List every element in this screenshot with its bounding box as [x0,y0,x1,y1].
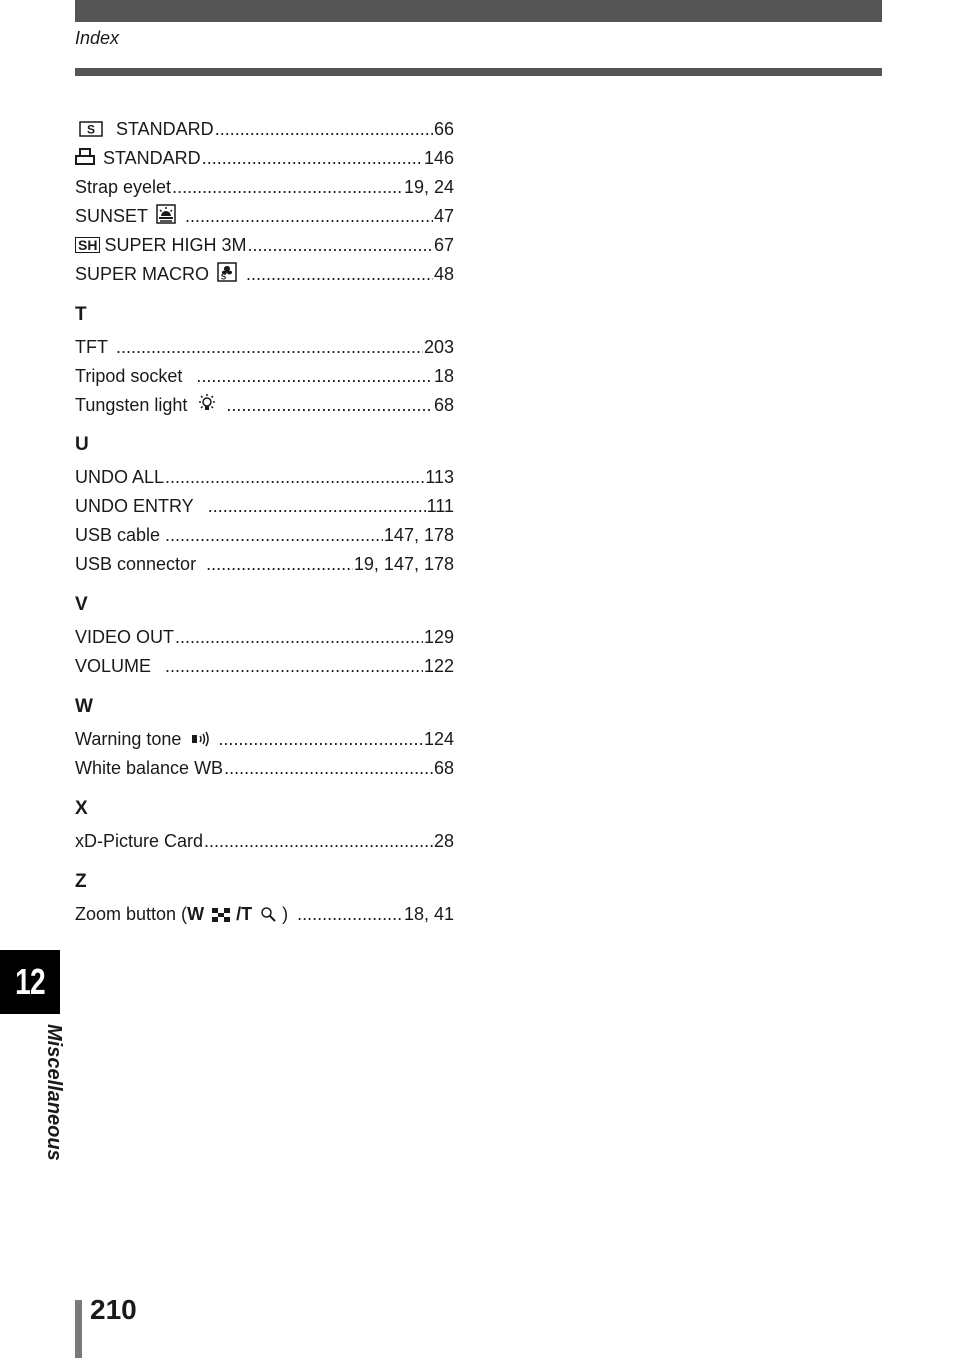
chapter-tab [0,950,60,1014]
index-entry [75,827,454,851]
index-entry [75,463,454,487]
section-label: Miscellaneous [43,1024,65,1161]
leader-dots [165,525,383,545]
index-entry [75,725,454,749]
index-entry [75,333,454,357]
page-reference: 48 [433,264,454,284]
section-letter: T [75,304,87,325]
leader-dots [215,119,433,139]
page-reference: 28 [433,831,454,851]
tele-label: /T [236,904,253,924]
header-top-bar [75,0,882,22]
index-term: SUPER HIGH 3M [104,235,247,255]
index-term: USB connector [75,554,197,574]
index-term: Tripod socket [75,366,183,386]
leader-dots [224,758,433,778]
tungsten-bulb-icon [197,393,217,413]
header-bottom-bar [75,68,882,76]
svg-text:S: S [86,122,96,137]
index-term: Warning tone [75,729,182,749]
svg-text:S: S [220,272,227,282]
page-reference: 18, 41 [403,904,454,924]
section-letter: X [75,798,88,819]
print-icon [75,148,95,166]
leader-dots [226,395,433,415]
index-term: VIDEO OUT [75,627,175,647]
page-reference: 129 [423,627,454,647]
leader-dots [175,627,423,647]
index-entry [75,391,454,415]
page-reference: 203 [423,337,454,357]
zoom-close-paren: ) [282,904,289,924]
leader-dots [165,467,424,487]
page-reference: 113 [425,467,454,487]
index-entry [75,115,454,139]
leader-dots [297,904,403,924]
section-letter: V [75,594,88,615]
page-reference: 68 [433,395,454,415]
index-entry [75,144,454,168]
magnifier-icon [260,906,276,922]
leader-dots [247,235,432,255]
index-term: STANDARD [103,148,201,168]
index-entry [75,362,454,386]
index-entry [75,521,454,545]
leader-dots [202,148,423,168]
index-term: Zoom button ( [75,904,188,924]
speaker-icon [191,731,209,747]
page-reference: 122 [423,656,454,676]
page-number-rule [75,1300,82,1358]
page-reference: 111 [426,496,454,516]
page-reference: 147, 178 [383,525,454,545]
header-label: Index [75,28,120,48]
leader-dots [165,656,423,676]
leader-dots [185,206,433,226]
wide-grid-icon [212,908,230,922]
page-reference: 146 [423,148,454,168]
section-letter: W [75,696,93,717]
leader-dots [116,337,423,357]
index-term: TFT [75,337,108,357]
index-entry [75,492,454,516]
index-entry [75,550,454,574]
leader-dots [246,264,433,284]
page-reference: 66 [433,119,454,139]
wide-label: W [187,904,205,924]
leader-dots [204,831,433,851]
leader-dots [218,729,423,749]
index-term: SUPER MACRO [75,264,210,284]
index-term: VOLUME [75,656,152,676]
index-entry [75,754,454,778]
leader-dots [196,366,433,386]
leader-dots [172,177,403,197]
page-number: 210 [90,1294,137,1325]
index-entry [75,202,454,226]
index-term: UNDO ENTRY [75,496,194,516]
index-term: USB cable [75,525,161,545]
sh-badge-icon: SH [75,237,100,253]
index-entry [75,623,454,647]
index-entry [75,173,454,197]
page-reference: 18 [433,366,454,386]
index-term: UNDO ALL [75,467,165,487]
super-macro-icon [217,262,237,282]
section-letter: Z [75,871,87,892]
index-entry [75,900,454,924]
page-reference: 19, 147, 178 [353,554,454,574]
section-letter: U [75,434,89,455]
standard-quality-s-icon [79,121,103,137]
page-reference: 124 [423,729,454,749]
leader-dots [206,554,353,574]
index-term: xD-Picture Card [75,831,204,851]
sunset-icon [156,204,176,224]
leader-dots [208,496,426,516]
page-reference: 47 [433,206,454,226]
page-reference: 19, 24 [403,177,454,197]
index-term: Strap eyelet [75,177,172,197]
index-term: STANDARD [116,119,214,139]
index-entry [75,260,454,284]
index-term: Tungsten light [75,395,188,415]
index-entry [75,652,454,676]
page-reference: 67 [433,235,454,255]
index-term: SUNSET [75,206,149,226]
index-term: White balance WB [75,758,224,778]
page-reference: 68 [433,758,454,778]
chapter-number: 12 [15,961,45,1002]
index-entry [75,231,454,255]
